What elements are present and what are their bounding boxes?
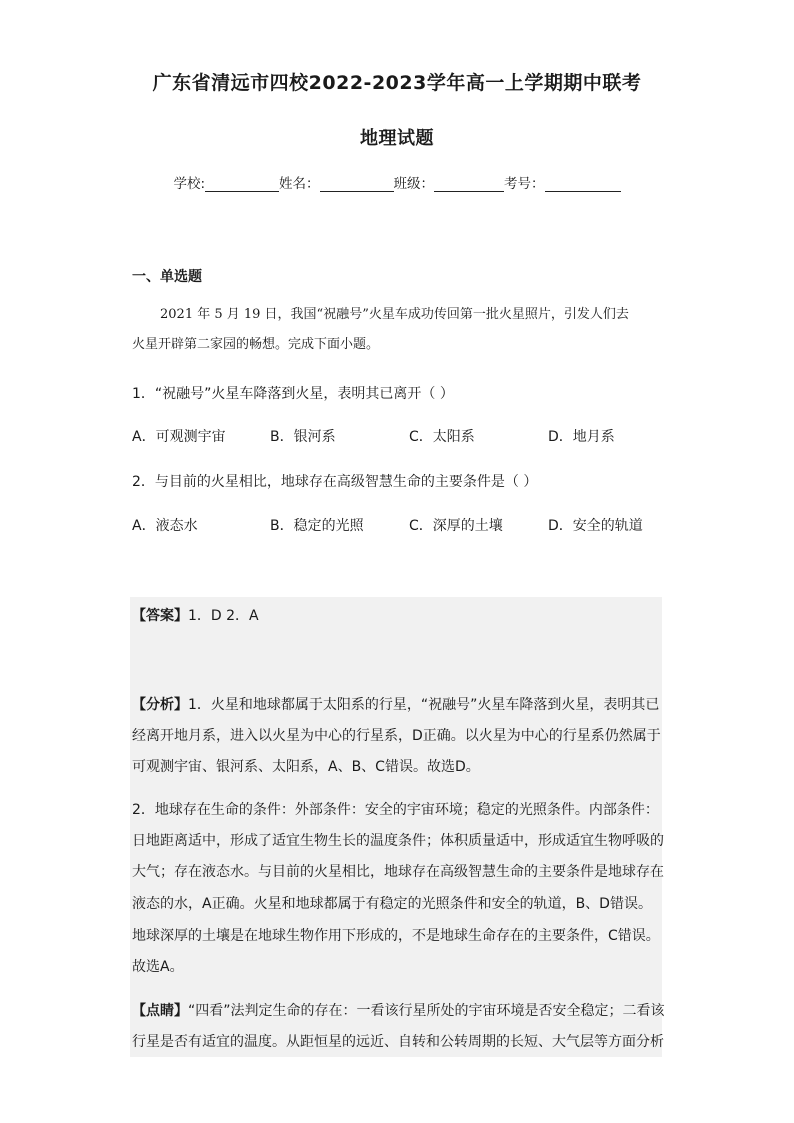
option-c[interactable]: C．深厚的土壤 — [409, 518, 503, 534]
intro-line-2: 火星开辟第二家园的畅想。完成下面小题。 — [132, 337, 380, 352]
analysis-line-7: 液态的水，A正确。火星和地球都属于有稳定的光照条件和安全的轨道，B、D错误。 — [132, 896, 652, 912]
analysis-line-3: 可观测宇宙、银河系、太阳系，A、B、C错误。故选D。 — [132, 759, 480, 775]
answer-panel — [130, 597, 662, 1057]
analysis-line-6: 大气；存在液态水。与目前的火星相比，地球存在高级智慧生命的主要条件是地球存在 — [132, 864, 664, 880]
option-d[interactable]: D．地月系 — [548, 429, 615, 445]
tip-line-1 — [132, 1000, 665, 1020]
option-a[interactable]: A．可观测宇宙 — [132, 429, 226, 445]
analysis-line-4: 2．地球存在生命的条件：外部条件：安全的宇宙环境；稳定的光照条件。内部条件： — [132, 802, 659, 818]
exam-no-label: 考号： — [504, 176, 545, 192]
analysis-text: 1．火星和地球都属于太阳系的行星，“祝融号”火星车降落到火星，表明其已 — [188, 697, 660, 713]
class-blank[interactable] — [434, 177, 504, 192]
tip-label: 【点睛】 — [132, 1003, 188, 1019]
option-d[interactable]: D．安全的轨道 — [548, 518, 643, 534]
analysis-line-5: 日地距离适中，形成了适宜生物生长的温度条件；体积质量适中，形成适宜生物呼吸的 — [132, 833, 664, 849]
option-a[interactable]: A．液态水 — [132, 518, 198, 534]
answer-line — [132, 605, 259, 625]
analysis-line-1 — [132, 694, 659, 714]
tip-line-2: 行星是否有适宜的温度。从距恒星的远近、自转和公转周期的长短、大气层等方面分析 — [132, 1034, 664, 1050]
student-info-row — [0, 172, 794, 192]
option-b[interactable]: B．银河系 — [270, 429, 336, 445]
school-blank[interactable] — [205, 177, 279, 192]
analysis-line-8: 地球深厚的土壤是在地球生物作用下形成的，不是地球生命存在的主要条件，C错误。 — [132, 928, 660, 944]
school-label: 学校: — [173, 176, 206, 192]
document-title: 广东省清远市四校2022-2023学年高一上学期期中联考 — [152, 72, 642, 94]
question-2-stem: 2．与目前的火星相比，地球存在高级智慧生命的主要条件是（ ） — [132, 474, 538, 490]
answer-text: 1．D 2．A — [188, 608, 259, 624]
analysis-line-9: 故选A。 — [132, 959, 184, 975]
question-1-options — [132, 426, 692, 446]
name-blank[interactable] — [320, 177, 394, 192]
answer-label: 【答案】 — [132, 608, 188, 624]
question-2-options — [132, 515, 692, 535]
option-c[interactable]: C．太阳系 — [409, 429, 475, 445]
analysis-label: 【分析】 — [132, 697, 188, 713]
document-subtitle: 地理试题 — [360, 128, 434, 149]
class-label: 班级： — [393, 176, 435, 192]
analysis-line-2: 经离开地月系，进入以火星为中心的行星系，D正确。以火星为中心的行星系仍然属于 — [132, 728, 661, 744]
name-label: 姓名： — [279, 176, 320, 192]
section-title: 一、单选题 — [132, 269, 202, 285]
intro-line-1: 2021 年 5 月 19 日，我国“祝融号”火星车成功传回第一批火星照片，引发人们去 — [160, 307, 629, 322]
question-1-stem: 1．“祝融号”火星车降落到火星，表明其已离开（ ） — [132, 386, 454, 402]
exam-no-blank[interactable] — [545, 177, 621, 192]
tip-text: “四看”法判定生命的存在：一看该行星所处的宇宙环境是否安全稳定；二看该 — [188, 1003, 665, 1019]
option-b[interactable]: B．稳定的光照 — [270, 518, 364, 534]
